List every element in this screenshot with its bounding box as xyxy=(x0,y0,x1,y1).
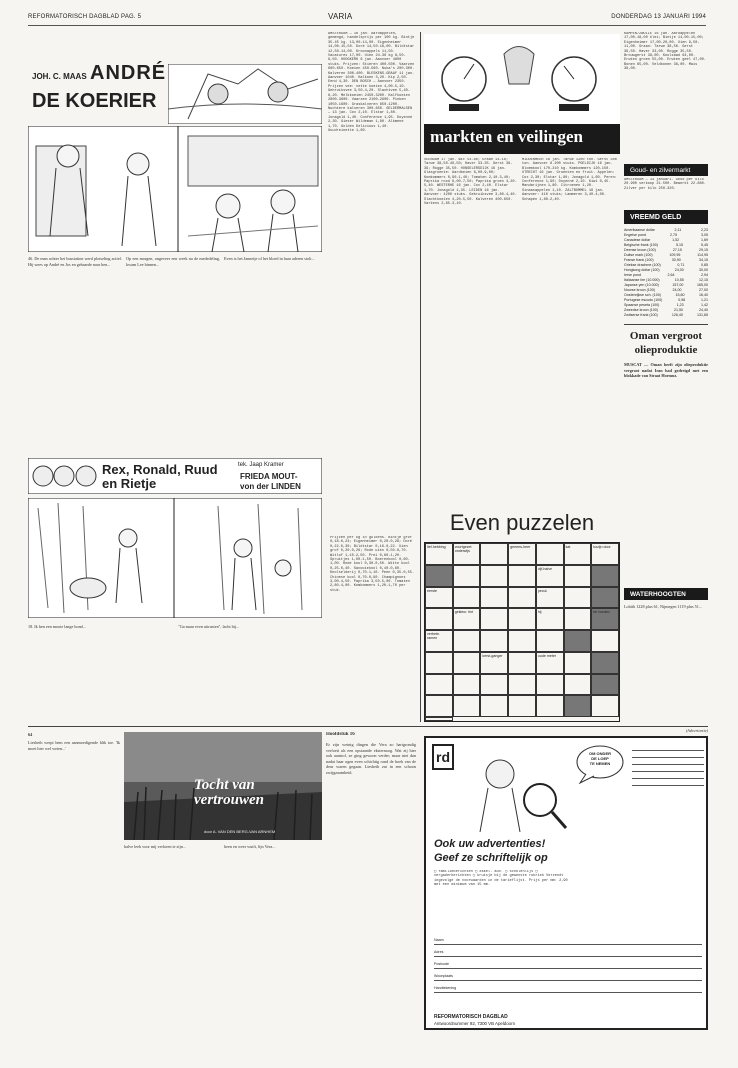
currency-rate: 29,15 xyxy=(698,248,708,252)
currency-rate: 131,65 xyxy=(696,313,708,317)
puzzle-cell[interactable] xyxy=(591,587,619,609)
market-col-1: AMSTERDAM — 16 jan. Aardappelen, gemengd, handelsprijs per 100 kg. Bintje 35-45 kg. 13,00-14,00. Eigenheimer 14,00-15,50. Doré 14,50-16,00. Bildtstar 12,50-14,00. Kroonappels 11,50. Vacatures 17,00. Uien 24-36 kg 8,50-9,50. HOOGKERK 6 jan. Aanvoer 4800 stuks. Prijzen: Stieren 400-500. Vaarzen 600-650. Koeien 450-560. Nuka's 200-300. Kalveren 300-400. BLESKENS-GRAAF 11 jan. Aanvoer 1040. Kalkoen 3,20. Kip 2,50. Eend 4,30. DEN BOSCH — Aanvoer 2350. Prijzen vee: vette koeien 4,00-5,10. Gebruiksvee 3,50-4,20. Slachtvee 5,40-6,20. Melkkoeien 2450-3200. Kalfkoeien 2800-3600. Vaarzen 2100-2900. Pinken 1050-1600. Graskalveren 850-1200. Nuchtere kalveren 300-650. GELDERMALSEN — 13 jan. Cox 2,10. Elstar 1,80. Jonagold 1,40. Conference 1,95. Doyenné 2,30. Gieser Wildeman 1,80. Alkmene 1,70. Golden Delicious 1,40. Goudreinette 1,60. xyxy=(328,32,415,133)
comic-andre xyxy=(28,32,322,252)
bubble-line-1: OM ONDER xyxy=(589,751,611,756)
ad-form-field[interactable]: Postcode xyxy=(434,962,702,969)
puzzle-cell[interactable] xyxy=(564,652,592,674)
ad-options: ▢ familieberichten ▢ zakel. adv. ▢ scholenlijs ▢ vergaderberichten ▢ kruisje bij de gewenste rubriek Verzendt ingevolge de voorwaarden in de tarieflijst. Prijs per mm: 2,90 met een minimum van 15 mm. xyxy=(434,870,568,888)
puzzle-cell[interactable] xyxy=(591,630,619,652)
currency-rate: 1,42 xyxy=(701,303,708,307)
comic2-text-col2: "Ga maar even uitrusten", lacht hij... xyxy=(178,624,240,629)
comic2-title-2: en Rietje xyxy=(102,476,157,491)
comic1-author: JOH. C. MAAS xyxy=(32,72,87,81)
puzzle-cell[interactable] xyxy=(564,608,592,630)
currency-name: Hongkong dollar (100) xyxy=(624,268,660,272)
currency-rate: 24,00 xyxy=(674,268,684,272)
oman-article: MUSCAT — Oman heeft zijn olieproduktie vergroot nadat Iran had gedreigd met een blokkade van Straat Hormuz. xyxy=(624,362,708,378)
currency-rate: 30,90 xyxy=(671,258,681,262)
currency-name: Zweedse kroon (100) xyxy=(624,308,658,312)
tekst-line[interactable] xyxy=(632,744,704,751)
oman-title-2: olieproduktie xyxy=(634,344,698,356)
header-left: REFORMATORISCH DAGBLAD PAG. 5 xyxy=(28,14,142,20)
puzzle-cell[interactable] xyxy=(536,674,564,696)
comic2-title-1: Rex, Ronald, Ruud xyxy=(102,462,218,477)
puzzle-cell[interactable] xyxy=(480,695,508,717)
puzzle-cell[interactable] xyxy=(425,717,453,721)
puzzle-cell[interactable]: lief-hebbing xyxy=(425,543,453,565)
market-col-2: VEENDAM 17 jan. Wit 54-60; Graan 14-16; Tarwe 38,50-40,50; Haver 33-35. Gerst 36-39; Rogge 35,50. HONSELERSDIJK 16 jan. Glasgroente: Aardbeien 6,00-9,00; Komkommers 0,90-1,40; Tomaten 2,10-3,40; Paprika rood 6,00-7,50; Paprika groen 4,20-5,40. WESTERHE 16 jan. Cox 2,40. Elstar 1,70. Jonagold 1,35. LEIDEN 16 jan. Aanvoer: 4200 stuks. Gebruiksvee 3,80-4,40. Slachtkoeien 4,20-5,50. Kalveren 400-650. Varkens 2,85-3,10. xyxy=(424,158,517,207)
puzzle-cell[interactable] xyxy=(453,652,481,674)
comic2-author-2: von der LINDEN xyxy=(240,482,301,491)
currency-name: Canadese dollar xyxy=(624,238,651,242)
currency-name: Amerikaanse dollar xyxy=(624,228,655,232)
ad-form-field[interactable]: Naam xyxy=(434,938,702,945)
ad-slogan-2: Geef ze schriftelijk op xyxy=(434,852,548,864)
currency-name: Japanse yen (10.000) xyxy=(624,283,659,287)
ad-form-field[interactable]: Handtekening xyxy=(434,986,702,993)
tekst-line[interactable] xyxy=(632,765,704,772)
comic2-tag: tek. Jaap Kramer xyxy=(238,462,284,468)
puzzle-cell[interactable] xyxy=(508,608,536,630)
section-divider xyxy=(28,726,708,727)
comic2-author: FRIEDA MOUT- xyxy=(240,472,298,481)
currency-rate: 126,40 xyxy=(671,313,683,317)
market-col-1b: Prijzen per kg in guldens. Bintje grof 0,18-0,24; Eigenheimer 0,20-0,28; Doré 0,22-0,30; Bildtstar 0,16-0,22. Uien grof 0,20-0,26; Rode uien 0,50-0,70. Witlof 1,10-2,50. Prei 0,80-1,20. Spruitjes 1,00-1,50. Boerenkool 0,60-1,00. Rode kool 0,30-0,50. Witte kool 0,25-0,40. Savooiekool 0,40-0,60. Knolselderij 0,70-1,10. Peen 0,35-0,55. Chinese kool 0,70-0,90. Champignons 3,00-4,50. Paprika 3,50-5,00. Tomaten 2,80-4,00. Komkommers 1,20-1,70 per stuk. xyxy=(330,536,415,593)
comic1-header-illustration xyxy=(168,64,322,124)
puzzle-cell[interactable] xyxy=(564,565,592,587)
rd-logo: rd xyxy=(432,744,454,770)
puzzle-cell[interactable]: ter borden xyxy=(591,608,619,630)
puzzle-cell[interactable]: kerst-ganger xyxy=(480,652,508,674)
currency-rate: 21,50 xyxy=(673,308,683,312)
currency-name: Zwitserse frank (100) xyxy=(624,313,658,317)
puzzle-cell[interactable]: kozijn door xyxy=(591,543,619,565)
currency-name: Portugese escudo (100) xyxy=(624,298,663,302)
advertisement xyxy=(424,736,708,1030)
currency-rate: 27,00 xyxy=(699,288,708,292)
puzzle-cell[interactable] xyxy=(564,695,592,717)
currency-name: Oostenrijkse sch. (100) xyxy=(624,293,661,297)
puzzle-cell[interactable] xyxy=(453,587,481,609)
puzzle-cell[interactable] xyxy=(591,695,619,717)
currency-table xyxy=(624,228,708,322)
currency-rate: 24,40 xyxy=(699,308,708,312)
currency-name: Belgische frank (100) xyxy=(624,243,658,247)
currency-rate: 2,64 xyxy=(667,273,675,277)
puzzle-cell[interactable] xyxy=(480,565,508,587)
currency-rate: 27,15 xyxy=(672,248,682,252)
currency-rate: 24,00 xyxy=(672,288,682,292)
magnifier-illustration xyxy=(460,744,570,834)
puzzle-cell[interactable]: kat xyxy=(564,543,592,565)
comic1-title-2: DE KOERIER xyxy=(32,90,157,112)
comic2-text-col1: 18. Ik ben een mooie lange hond... xyxy=(28,624,86,629)
puzzle-cell[interactable] xyxy=(564,587,592,609)
currency-name: Italiaanse lire (10.000) xyxy=(624,278,660,282)
puzzle-cell[interactable] xyxy=(453,630,481,652)
puzzle-cell[interactable] xyxy=(480,608,508,630)
serial-illustration xyxy=(124,732,322,840)
puzzle-cell[interactable] xyxy=(564,630,592,652)
currency-rate: 3,05 xyxy=(700,233,708,237)
serial-col2: halve leek voor mij verloren te zijn... xyxy=(124,844,186,849)
currency-rate: 109,95 xyxy=(669,253,681,257)
puzzle-cell[interactable] xyxy=(591,652,619,674)
puzzle-cell[interactable] xyxy=(536,630,564,652)
vreemd-geld-heading: VREEMD GELD xyxy=(624,210,708,224)
serial-chapter: Hoofdstuk 16 xyxy=(326,732,355,737)
tekst-line[interactable] xyxy=(632,758,704,765)
ad-footer-2: Antwoordnummer 92, 7300 VB Apeldoorn xyxy=(434,1021,516,1026)
currency-rate: 2,75 xyxy=(669,233,677,237)
puzzle-cell[interactable] xyxy=(425,565,453,587)
puzzle-cell[interactable] xyxy=(508,587,536,609)
puzzle-cell[interactable]: gekleur. tint xyxy=(453,608,481,630)
serial-col4: Er zijn weinig dingen die Vera zo hartgrondig verfoeit als een opstaande eksternoog. Wat zij hier ook aantrof, ze ging gewoon verder; maar niet dan nadat haar ogen even schichtig rond de hoek van de deur waren gegaan. Liesbeth zat in een schoon zwijgzaamheid. xyxy=(326,742,416,775)
puzzle-cell[interactable]: vijf-halve xyxy=(536,565,564,587)
currency-rate: 165,00 xyxy=(696,283,708,287)
currency-rate: 1,21 xyxy=(700,298,708,302)
currency-name: Engelse pond xyxy=(624,233,646,237)
currency-rate: 16,40 xyxy=(698,293,708,297)
currency-rate: 1,52 xyxy=(672,238,680,242)
puzzle-cell[interactable] xyxy=(425,652,453,674)
water-heading: WATERHOOGTEN xyxy=(624,588,708,600)
puzzle-cell[interactable] xyxy=(591,674,619,696)
currency-rate: 0,98 xyxy=(678,298,686,302)
puzzle-cell[interactable] xyxy=(508,674,536,696)
tekst-line[interactable] xyxy=(632,751,704,758)
puzzle-cell[interactable] xyxy=(453,695,481,717)
puzzle-title: Even puzzelen xyxy=(449,510,595,535)
gold-silver-text: AMSTERDAM — 13 januari. Goud per kilo 20.900 verkoop 21.500. Bewerkt 22.880. Zilver per kilo 250-320. xyxy=(624,178,706,191)
currency-name: Griekse drachme (100) xyxy=(624,263,661,267)
crossword-grid[interactable] xyxy=(424,542,620,722)
tekst-line[interactable] xyxy=(632,779,704,786)
comic2-main-panel xyxy=(28,498,322,618)
serial-author: door A. VAN DEN BERG-VAN ARNHEM xyxy=(204,829,276,834)
puzzle-cell[interactable] xyxy=(591,565,619,587)
market-title: markten en veilingen xyxy=(430,127,583,146)
currency-rate: 10,55 xyxy=(674,278,684,282)
currency-rate: 1,69 xyxy=(701,238,708,242)
puzzle-cell[interactable] xyxy=(508,565,536,587)
currency-name: Ierse pond xyxy=(624,273,641,277)
puzzle-cell[interactable]: voortgezet onderwijs xyxy=(453,543,481,565)
currency-rate: 1,23 xyxy=(676,303,684,307)
currency-name: Noorse kroon (100) xyxy=(624,288,655,292)
bubble-text xyxy=(580,751,620,766)
ad-form-field[interactable]: Woonplaats xyxy=(434,974,702,981)
puzzle-cell[interactable]: eerste xyxy=(425,587,453,609)
comic1-text-col2: Op een morgen, ongeveer een week na de mededeling, kwam Lee binnen... xyxy=(126,256,220,267)
comic1-main-panel xyxy=(28,126,322,252)
ad-label: (Advertentie) xyxy=(685,728,708,733)
puzzle-cell[interactable] xyxy=(508,695,536,717)
serial-col3: heen en weer wuift, lijn Vera... xyxy=(224,844,276,849)
gold-silver-heading: Goud- en zilvermarkt xyxy=(624,164,708,176)
currency-rate: 5,45 xyxy=(701,243,708,247)
water-text: Lobith 1228 plus 61, Nijmegen 1119 plus 51... xyxy=(624,604,702,609)
puzzle-cell[interactable] xyxy=(453,674,481,696)
currency-rate: 5,15 xyxy=(675,243,683,247)
puzzle-cell[interactable]: genees-heer xyxy=(508,543,536,565)
puzzle-cell[interactable] xyxy=(480,630,508,652)
puzzle-cell[interactable] xyxy=(425,695,453,717)
serial-col1: Liesbeth werpt hem een aanmoedigende blik toe. 'Ik moet hier wel weten...' xyxy=(28,740,120,751)
puzzle-cell[interactable]: verbete. ramen xyxy=(425,630,453,652)
oman-title-1: Oman vergroot xyxy=(629,330,703,342)
ad-slogan-1: Ook uw advertenties! xyxy=(434,838,546,850)
market-header xyxy=(424,34,620,154)
comic1-title-1: ANDRÉ xyxy=(90,62,167,84)
puzzle-cell[interactable] xyxy=(425,608,453,630)
currency-rate: 0,85 xyxy=(701,263,708,267)
puzzle-cell[interactable] xyxy=(480,674,508,696)
oman-rule xyxy=(624,324,708,325)
puzzle-cell[interactable] xyxy=(480,543,508,565)
bubble-line-3: TE NEMEN xyxy=(589,761,611,766)
currency-rate: 12,15 xyxy=(699,278,708,282)
currency-rate: 0,71 xyxy=(677,263,685,267)
tekst-line[interactable] xyxy=(632,772,704,779)
puzzle-cell[interactable] xyxy=(536,695,564,717)
serial-number: 64 xyxy=(28,732,33,737)
comic-rex xyxy=(28,458,322,618)
puzzle-cell[interactable]: pecul. xyxy=(536,587,564,609)
header-date: DONDERDAG 13 JANUARI 1994 xyxy=(611,14,706,20)
currency-name: Deense kroon (100) xyxy=(624,248,656,252)
ad-form-field[interactable]: Adres xyxy=(434,950,702,957)
currency-rate: 157,00 xyxy=(672,283,684,287)
market-col-3: MIDDENMEER 16 jan. Tarwe 1200 ton. Gerst 300 ton. Aanvoer 8.200 stuks. POELDIJK 16 jan. Bloemkool 170-210 kg. Komkommers 120-150. UTRECHT 16 jan. Groenten en fruit. Appelen: Cox 2,30; Elstar 1,80; Jonagold 1,60. Peren: Conference 1,90; Doyenné 2,10. Kiwi 0,45. Mandarijnen 1,80. Citroenen 1,20. Sinaasappelen 1,10. ZALTBOMMEL 16 jan. Aanvoer: 410 stuks; Lammeren 3,40-4,00. Schapen 1,80-2,40. xyxy=(522,158,617,202)
comic1-text-col3: Even is het Jannetje of het bloed in haar aderen stolt... xyxy=(224,256,315,261)
comic1-text-col1: 46. De man achter het busstation werd plotseling actief. Hij wees op André en Jos en gebaarde naar hen... xyxy=(28,256,122,267)
ad-text-fields[interactable] xyxy=(632,744,704,824)
page-header xyxy=(28,12,706,26)
bubble-line-2: DE LOEP xyxy=(591,756,609,761)
currency-rate: 114,95 xyxy=(697,253,708,257)
puzzle-cell[interactable] xyxy=(508,652,536,674)
currency-name: Duitse mark (100) xyxy=(624,253,653,257)
currency-rate: 15,60 xyxy=(675,293,685,297)
serial-title: Tocht van vertrouwen xyxy=(194,777,265,808)
currency-name: Spaanse peseta (100) xyxy=(624,303,660,307)
puzzle-cell[interactable] xyxy=(508,630,536,652)
currency-row xyxy=(624,313,708,318)
puzzle-cell[interactable] xyxy=(480,587,508,609)
ad-footer-1: REFORMATORISCH DAGBLAD xyxy=(434,1014,508,1020)
puzzle-cell[interactable] xyxy=(453,565,481,587)
puzzle-cell[interactable] xyxy=(536,543,564,565)
currency-rate: 30,00 xyxy=(699,268,708,272)
currency-rate: 2,23 xyxy=(701,228,708,232)
currency-rate: 2,11 xyxy=(674,228,682,232)
currency-rate: 34,15 xyxy=(699,258,708,262)
puzzle-cell[interactable]: hij xyxy=(536,608,564,630)
currency-name: Franse frank (100) xyxy=(624,258,654,262)
puzzle-cell[interactable] xyxy=(564,674,592,696)
column-rule xyxy=(420,32,421,722)
header-section: VARIA xyxy=(328,12,353,21)
ad-address-form[interactable] xyxy=(434,938,702,998)
market-col-4: KAMPEN/ZWOLLE 16 jan. Aardappelen 17,00-18,00 klei; Bintje 14,00-15,00; Eigenheimer 17,00-20,00. Uien 9,50-11,00. Graan: Tarwe 38,50. Gerst 36,50. Haver 33,00. Rogge 35,50. Brouwgerst 39,00. Koolzaad 64,00. Erwten groen 55,00. Erwten geel 47,00. Bonen 65,00. Veldbonen 36,00. Maïs 38,00. xyxy=(624,32,706,72)
currency-rate: 2,94 xyxy=(700,273,708,277)
puzzle-cell[interactable] xyxy=(425,674,453,696)
puzzle-cell[interactable]: oude meter xyxy=(536,652,564,674)
